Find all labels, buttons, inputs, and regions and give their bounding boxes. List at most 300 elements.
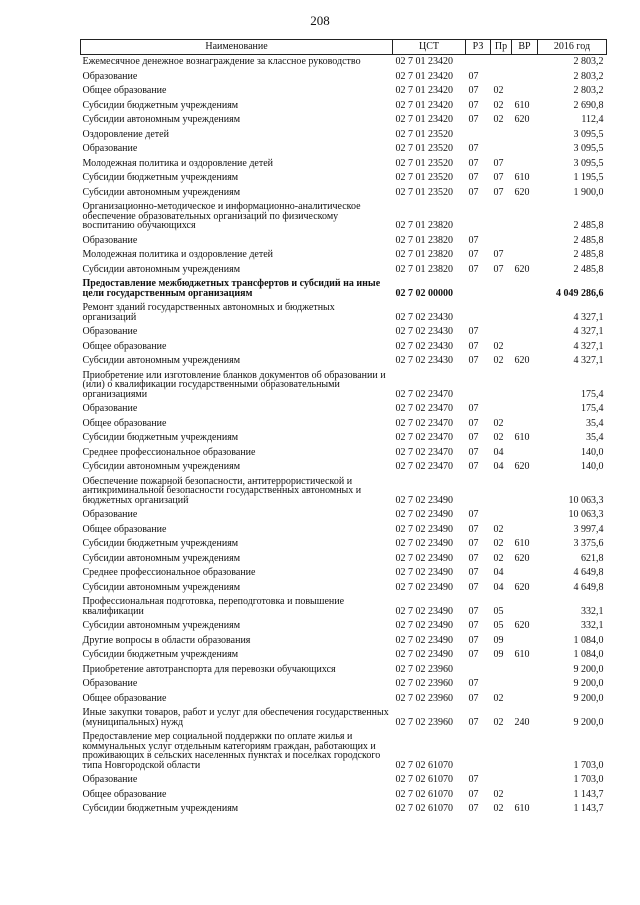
- row-vr: [512, 634, 538, 649]
- row-rz: 07: [468, 355, 479, 366]
- row-amount: 2 485,8: [573, 234, 604, 246]
- row-cst: 02 7 02 23430: [395, 340, 453, 352]
- table-row: [81, 566, 607, 581]
- row-pr: 07: [493, 249, 504, 260]
- row-cst: 02 7 01 23820: [395, 263, 453, 275]
- table-row: [81, 677, 607, 692]
- row-vr: [512, 301, 538, 325]
- row-amount: 3 997,4: [573, 523, 604, 535]
- row-cst: 02 7 02 23490: [395, 634, 453, 646]
- row-rz: [466, 200, 491, 234]
- row-pr: 02: [493, 85, 504, 96]
- row-vr: 610: [514, 172, 530, 183]
- row-pr: 02: [493, 355, 504, 366]
- row-rz: 07: [468, 432, 479, 443]
- row-amount: 4 327,1: [573, 326, 604, 337]
- budget-table: [80, 39, 607, 817]
- row-rz: 07: [468, 326, 479, 337]
- row-rz: 07: [468, 678, 479, 689]
- header-rz: РЗ: [466, 40, 491, 55]
- row-amount: 3 095,5: [573, 157, 604, 169]
- row-name: Другие вопросы в области образования: [82, 634, 251, 646]
- row-vr: [512, 234, 538, 249]
- row-name: Образование: [82, 70, 138, 82]
- row-cst: 02 7 02 23490: [395, 605, 453, 617]
- row-pr: 02: [493, 788, 504, 800]
- row-pr: 04: [493, 567, 504, 578]
- row-vr: [512, 277, 538, 301]
- row-pr: [491, 142, 512, 157]
- row-name: Среднее профессиональное образование: [82, 446, 256, 458]
- row-rz: 07: [468, 172, 479, 183]
- row-rz: 07: [468, 581, 479, 593]
- row-vr: 610: [514, 803, 530, 814]
- table-row: [81, 84, 607, 99]
- row-rz: 07: [468, 157, 479, 169]
- row-amount: 35,4: [586, 417, 604, 429]
- row-vr: [512, 595, 538, 619]
- table-row: [81, 340, 607, 355]
- row-name: Ремонт зданий государственных автономных и бюджетных организаций: [82, 302, 335, 323]
- table-row: [81, 55, 607, 70]
- table-row: [81, 128, 607, 143]
- table-row: [81, 369, 607, 403]
- row-name: Субсидии бюджетным учреждениям: [82, 649, 239, 660]
- row-pr: 09: [493, 649, 504, 660]
- row-vr: [512, 730, 538, 773]
- row-amount: 140,0: [581, 461, 604, 472]
- row-amount: 2 485,8: [573, 249, 604, 260]
- table-row: [81, 595, 607, 619]
- row-name: Субсидии бюджетным учреждениям: [82, 172, 239, 183]
- table-row: [81, 402, 607, 417]
- table-row: [81, 788, 607, 803]
- table-row: [81, 460, 607, 475]
- row-cst: 02 7 01 23820: [395, 234, 453, 246]
- table-row: [81, 248, 607, 263]
- table-row: [81, 619, 607, 634]
- row-cst: 02 7 01 23520: [395, 157, 453, 169]
- row-cst: 02 7 01 23420: [395, 114, 453, 125]
- row-amount: 4 327,1: [573, 340, 604, 352]
- page-number: 208: [310, 13, 330, 28]
- row-pr: 02: [493, 114, 504, 125]
- row-pr: 02: [493, 538, 504, 549]
- row-amount: 2 485,8: [573, 220, 604, 231]
- row-rz: 07: [468, 340, 479, 352]
- row-rz: 07: [468, 567, 479, 578]
- table-row: [81, 692, 607, 707]
- row-vr: [512, 325, 538, 340]
- row-amount: 621,8: [581, 552, 604, 564]
- row-pr: 02: [493, 803, 504, 814]
- row-rz: 07: [468, 788, 479, 800]
- row-rz: 07: [468, 692, 479, 704]
- row-rz: 07: [468, 70, 479, 82]
- row-vr: 610: [514, 99, 530, 111]
- table-row: [81, 431, 607, 446]
- row-name: Приобретение или изготовление бланков документов об образовании и (или) о квалификации государственными образовательными организациями: [82, 369, 386, 400]
- row-amount: 2 803,2: [573, 70, 604, 82]
- row-name: Общее образование: [82, 340, 167, 352]
- row-rz: 07: [468, 774, 479, 785]
- table-row: [81, 234, 607, 249]
- row-cst: 02 7 02 23470: [395, 417, 453, 429]
- row-pr: [491, 369, 512, 403]
- header-name: Наименование: [81, 40, 393, 55]
- row-vr: [512, 523, 538, 538]
- table-row: [81, 200, 607, 234]
- row-vr: [512, 677, 538, 692]
- row-pr: [491, 301, 512, 325]
- row-vr: [512, 566, 538, 581]
- row-vr: 610: [514, 432, 530, 443]
- table-row: [81, 70, 607, 85]
- table-row: [81, 113, 607, 128]
- row-cst: 02 7 02 23490: [395, 523, 453, 535]
- table-row: [81, 730, 607, 773]
- row-rz: 07: [468, 143, 479, 154]
- row-vr: [512, 508, 538, 523]
- row-amount: 1 143,7: [573, 788, 604, 800]
- row-rz: [466, 475, 491, 509]
- row-amount: 175,4: [581, 403, 604, 414]
- row-name: Общее образование: [82, 85, 167, 96]
- row-pr: [491, 277, 512, 301]
- table-row: [81, 508, 607, 523]
- row-name: Предоставление межбюджетных трансфертов и субсидий на иные цели государственным организациям: [82, 278, 381, 299]
- row-amount: 1 195,5: [573, 172, 604, 183]
- row-vr: [512, 369, 538, 403]
- row-vr: [512, 773, 538, 788]
- row-pr: 04: [493, 446, 504, 458]
- row-pr: 02: [493, 432, 504, 443]
- row-amount: 1 703,0: [573, 774, 604, 785]
- row-cst: 02 7 02 23490: [395, 538, 453, 549]
- row-vr: 620: [514, 581, 530, 593]
- row-vr: 620: [514, 263, 530, 275]
- row-amount: 2 803,2: [573, 56, 604, 67]
- row-cst: 02 7 02 23490: [395, 581, 453, 593]
- row-amount: 3 375,6: [573, 538, 604, 549]
- row-cst: 02 7 02 23430: [395, 326, 453, 337]
- row-vr: [512, 128, 538, 143]
- row-pr: 07: [493, 172, 504, 183]
- row-amount: 3 095,5: [573, 143, 604, 154]
- row-vr: 620: [514, 186, 530, 198]
- row-pr: [491, 773, 512, 788]
- row-pr: 07: [493, 157, 504, 169]
- table-row: [81, 99, 607, 114]
- row-cst: 02 7 02 23470: [395, 446, 453, 458]
- row-cst: 02 7 02 61070: [395, 759, 453, 771]
- row-rz: 07: [468, 716, 479, 728]
- row-amount: 112,4: [581, 114, 604, 125]
- row-rz: [466, 55, 491, 70]
- row-vr: 240: [514, 716, 530, 728]
- header-vr: ВР: [512, 40, 538, 55]
- row-pr: 02: [493, 692, 504, 704]
- row-pr: 02: [493, 417, 504, 429]
- table-row: [81, 634, 607, 649]
- row-cst: 02 7 02 23430: [395, 311, 453, 323]
- row-pr: 02: [493, 99, 504, 111]
- table-row: [81, 171, 607, 186]
- row-pr: [491, 55, 512, 70]
- header-year: 2016 год: [538, 40, 607, 55]
- row-vr: [512, 692, 538, 707]
- row-vr: [512, 200, 538, 234]
- table-row: [81, 277, 607, 301]
- row-pr: 07: [493, 263, 504, 275]
- row-name: Субсидии автономным учреждениям: [82, 114, 241, 125]
- row-amount: 9 200,0: [573, 716, 604, 728]
- row-vr: 620: [514, 114, 530, 125]
- row-name: Приобретение автотранспорта для перевозки обучающихся: [82, 663, 336, 675]
- row-name: Субсидии бюджетным учреждениям: [82, 538, 239, 549]
- row-rz: [466, 730, 491, 773]
- row-pr: 02: [493, 552, 504, 564]
- header-cst: ЦСТ: [393, 40, 466, 55]
- row-cst: 02 7 01 23820: [395, 220, 453, 231]
- row-cst: 02 7 01 23420: [395, 70, 453, 82]
- row-rz: 07: [468, 509, 479, 520]
- row-name: Образование: [82, 234, 138, 246]
- row-name: Профессиональная подготовка, переподготовка и повышение квалификации: [82, 596, 345, 617]
- row-rz: [466, 128, 491, 143]
- row-pr: [491, 677, 512, 692]
- row-name: Субсидии автономным учреждениям: [82, 186, 241, 198]
- row-name: Оздоровление детей: [82, 128, 169, 140]
- row-vr: 620: [514, 552, 530, 564]
- row-pr: [491, 70, 512, 85]
- row-name: Ежемесячное денежное вознаграждение за классное руководство: [82, 56, 361, 67]
- row-vr: [512, 70, 538, 85]
- row-name: Общее образование: [82, 523, 167, 535]
- row-cst: 02 7 02 23470: [395, 461, 453, 472]
- row-rz: 07: [468, 649, 479, 660]
- table-row: [81, 446, 607, 461]
- row-name: Молодежная политика и оздоровление детей: [82, 157, 274, 169]
- row-amount: 4 327,1: [573, 355, 604, 366]
- row-name: Общее образование: [82, 788, 167, 800]
- row-rz: 07: [468, 523, 479, 535]
- row-vr: [512, 55, 538, 70]
- row-vr: [512, 417, 538, 432]
- row-pr: 02: [493, 340, 504, 352]
- row-rz: 07: [468, 605, 479, 617]
- row-rz: 07: [468, 99, 479, 111]
- row-name: Образование: [82, 678, 138, 689]
- table-row: [81, 802, 607, 817]
- row-pr: 09: [493, 634, 504, 646]
- table-row: [81, 663, 607, 678]
- row-cst: 02 7 01 23420: [395, 99, 453, 111]
- table-row: [81, 537, 607, 552]
- row-cst: 02 7 02 23470: [395, 388, 453, 400]
- row-vr: [512, 475, 538, 509]
- row-cst: 02 7 02 23490: [395, 649, 453, 660]
- row-cst: 02 7 02 23490: [395, 509, 453, 520]
- row-cst: 02 7 02 23490: [395, 567, 453, 578]
- row-amount: 9 200,0: [573, 692, 604, 704]
- row-amount: 3 095,5: [573, 128, 604, 140]
- row-cst: 02 7 01 23820: [395, 249, 453, 260]
- row-pr: [491, 325, 512, 340]
- table-row: [81, 301, 607, 325]
- row-amount: 35,4: [586, 432, 604, 443]
- row-amount: 1 143,7: [573, 803, 604, 814]
- row-name: Субсидии автономным учреждениям: [82, 355, 241, 366]
- row-vr: [512, 157, 538, 172]
- row-name: Предоставление мер социальной поддержки по оплате жилья и коммунальных услуг отдельным категориям граждан, работающих и проживающих в сельских населенных пунктах и поселках городского типа Новгородской области: [82, 731, 381, 771]
- row-cst: 02 7 02 61070: [395, 803, 453, 814]
- row-rz: [466, 277, 491, 301]
- row-name: Образование: [82, 143, 138, 154]
- table-row: [81, 706, 607, 730]
- row-cst: 02 7 02 23960: [395, 692, 453, 704]
- row-name: Общее образование: [82, 692, 167, 704]
- row-name: Иные закупки товаров, работ и услуг для обеспечения государственных (муниципальных) нужд: [82, 707, 389, 728]
- row-name: Образование: [82, 509, 138, 520]
- row-rz: 07: [468, 620, 479, 631]
- row-cst: 02 7 01 23420: [395, 85, 453, 96]
- row-name: Субсидии бюджетным учреждениям: [82, 432, 239, 443]
- row-cst: 02 7 02 23430: [395, 355, 453, 366]
- row-rz: 07: [468, 234, 479, 246]
- row-amount: 10 063,3: [568, 494, 604, 506]
- table-row: [81, 263, 607, 278]
- row-cst: 02 7 02 23960: [395, 716, 453, 728]
- header-pr: Пр: [491, 40, 512, 55]
- row-vr: [512, 248, 538, 263]
- row-pr: [491, 508, 512, 523]
- table-row: [81, 142, 607, 157]
- row-cst: 02 7 02 61070: [395, 788, 453, 800]
- row-amount: 9 200,0: [573, 678, 604, 689]
- row-cst: 02 7 01 23520: [395, 186, 453, 198]
- row-amount: 4 049 286,6: [556, 287, 604, 299]
- row-pr: 04: [493, 581, 504, 593]
- row-amount: 2 485,8: [573, 263, 604, 275]
- row-vr: [512, 402, 538, 417]
- table-header-row: [81, 40, 607, 55]
- row-vr: [512, 84, 538, 99]
- row-vr: [512, 340, 538, 355]
- row-cst: 02 7 01 23520: [395, 172, 453, 183]
- row-pr: 02: [493, 716, 504, 728]
- table-row: [81, 325, 607, 340]
- row-pr: 05: [493, 620, 504, 631]
- row-amount: 332,1: [581, 620, 604, 631]
- row-pr: [491, 402, 512, 417]
- row-rz: 07: [468, 403, 479, 414]
- row-amount: 10 063,3: [568, 509, 604, 520]
- row-vr: 620: [514, 355, 530, 366]
- row-rz: 07: [468, 446, 479, 458]
- row-rz: 07: [468, 186, 479, 198]
- row-cst: 02 7 02 61070: [395, 774, 453, 785]
- row-cst: 02 7 02 23960: [395, 678, 453, 689]
- row-cst: 02 7 01 23420: [395, 56, 453, 67]
- row-name: Субсидии бюджетным учреждениям: [82, 803, 239, 814]
- row-rz: [466, 301, 491, 325]
- row-amount: 4 327,1: [573, 311, 604, 323]
- table-row: [81, 648, 607, 663]
- row-cst: 02 7 01 23520: [395, 143, 453, 154]
- row-pr: 04: [493, 461, 504, 472]
- row-cst: 02 7 02 00000: [395, 287, 453, 299]
- table-row: [81, 157, 607, 172]
- row-pr: 02: [493, 523, 504, 535]
- row-rz: 07: [468, 114, 479, 125]
- table-body: [81, 55, 607, 817]
- row-pr: [491, 128, 512, 143]
- row-cst: 02 7 02 23490: [395, 620, 453, 631]
- row-rz: [466, 369, 491, 403]
- row-amount: 4 649,8: [573, 567, 604, 578]
- row-pr: [491, 663, 512, 678]
- row-pr: [491, 200, 512, 234]
- table-row: [81, 417, 607, 432]
- row-amount: 2 690,8: [573, 99, 604, 111]
- row-rz: 07: [468, 263, 479, 275]
- row-cst: 02 7 01 23520: [395, 128, 453, 140]
- row-name: Субсидии автономным учреждениям: [82, 620, 241, 631]
- row-vr: [512, 663, 538, 678]
- row-rz: 07: [468, 803, 479, 814]
- row-name: Субсидии автономным учреждениям: [82, 461, 241, 472]
- row-pr: [491, 475, 512, 509]
- row-pr: [491, 730, 512, 773]
- row-vr: 620: [514, 620, 530, 631]
- row-vr: 610: [514, 538, 530, 549]
- row-name: Обеспечение пожарной безопасности, антитеррористической и антикриминальной безопасности государственных автономных и бюджетных организаций: [82, 475, 362, 506]
- row-vr: 610: [514, 649, 530, 660]
- row-amount: 175,4: [581, 388, 604, 400]
- row-amount: 2 803,2: [573, 85, 604, 96]
- table-row: [81, 475, 607, 509]
- table-row: [81, 523, 607, 538]
- row-name: Молодежная политика и оздоровление детей: [82, 249, 274, 260]
- row-vr: [512, 788, 538, 803]
- row-rz: 07: [468, 417, 479, 429]
- row-pr: 07: [493, 186, 504, 198]
- row-amount: 140,0: [581, 446, 604, 458]
- row-vr: [512, 142, 538, 157]
- row-pr: 05: [493, 605, 504, 617]
- row-rz: 07: [468, 634, 479, 646]
- row-rz: 07: [468, 85, 479, 96]
- table-row: [81, 552, 607, 567]
- row-amount: 4 649,8: [573, 581, 604, 593]
- row-name: Субсидии автономным учреждениям: [82, 552, 241, 564]
- row-name: Образование: [82, 326, 138, 337]
- row-cst: 02 7 02 23490: [395, 552, 453, 564]
- row-name: Общее образование: [82, 417, 167, 429]
- row-name: Субсидии автономным учреждениям: [82, 581, 241, 593]
- row-name: Образование: [82, 774, 138, 785]
- row-pr: [491, 234, 512, 249]
- table-row: [81, 773, 607, 788]
- table-row: [81, 186, 607, 201]
- row-name: Среднее профессиональное образование: [82, 567, 256, 578]
- row-rz: 07: [468, 249, 479, 260]
- row-amount: 1 703,0: [573, 759, 604, 771]
- row-rz: [466, 663, 491, 678]
- row-rz: 07: [468, 538, 479, 549]
- table-row: [81, 581, 607, 596]
